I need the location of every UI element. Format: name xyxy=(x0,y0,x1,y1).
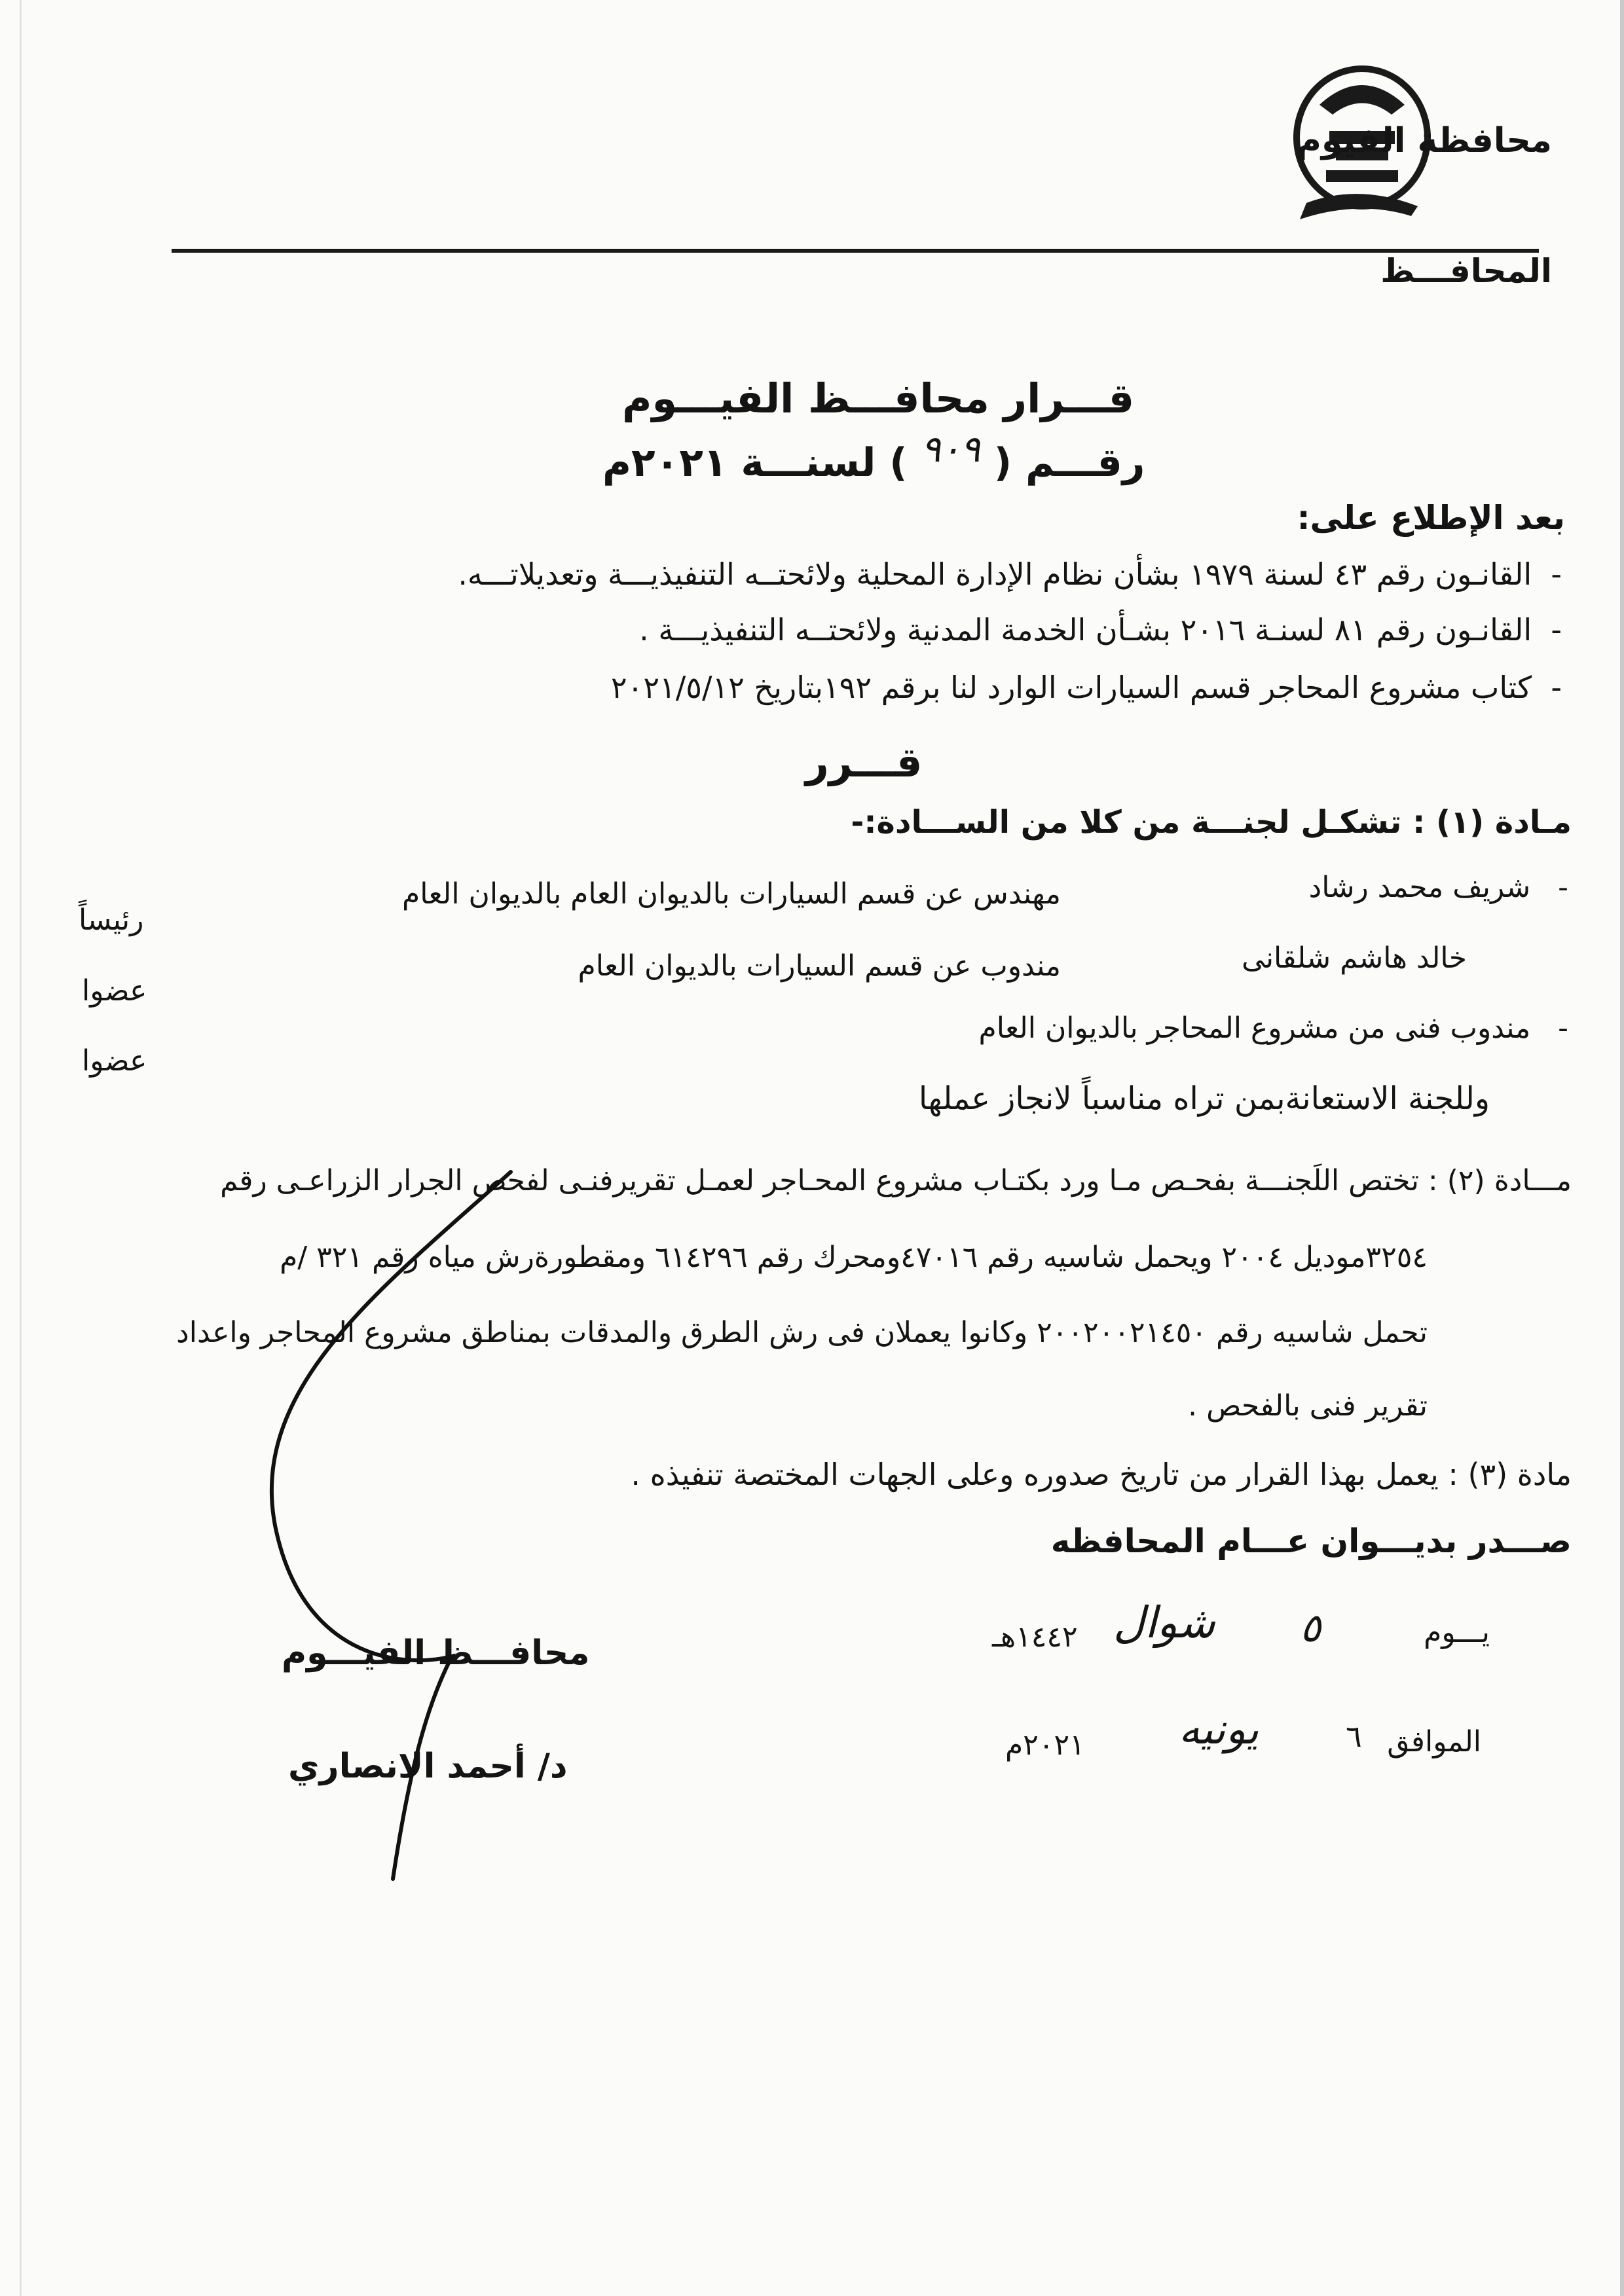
signatory-name: د/ أحمد الانصاري xyxy=(288,1747,568,1786)
greg-month-handwritten: يونيه xyxy=(1179,1705,1259,1754)
month-handwritten: شوال xyxy=(1113,1597,1215,1648)
scan-edge-right xyxy=(1620,0,1624,2296)
committee-closing: وللجنة الاستعانةبمن تراه مناسباً لانجاز عملها xyxy=(918,1080,1490,1117)
article-2-line-1: مـــادة (٢) : تختص اللَجنـــة بفحـص مـا ورد بكتـاب مشروع المحـاجر لعمـل تقريرفنـى لفحص الجرار الزراعـى رقم xyxy=(220,1164,1572,1197)
article-2-line-3: تحمل شاسيه رقم ٢٠٠٢٠٠٢١٤٥٠ وكانوا يعملان فى رش الطرق والمدقات بمناطق مشروع المحاجر واعداد xyxy=(176,1316,1428,1349)
decision-number-line xyxy=(602,428,1145,486)
decision-number-suffix: ) لسنـــة ٢٠٢١م xyxy=(602,440,908,486)
greg-year: ٢٠٢١م xyxy=(1005,1728,1085,1762)
handwritten-signature-icon xyxy=(249,1159,524,1892)
corresponding-label: الموافق xyxy=(1387,1725,1481,1758)
member-3-name: - مندوب فنى من مشروع المحاجر بالديوان العام xyxy=(978,1011,1568,1045)
issued-line: صـــدر بديـــوان عـــام المحافظه xyxy=(1050,1522,1572,1560)
member-3-role: عضوا xyxy=(82,1044,147,1078)
preamble-item-3: - كتاب مشروع المحاجر قسم السيارات الوارد لنا برقم ١٩٢بتاريخ ٢٠٢١/٥/١٢ xyxy=(610,670,1562,705)
governorate-label: محافظة الفيوم xyxy=(1296,121,1552,160)
day-label: يـــوم xyxy=(1424,1616,1490,1649)
decision-number-prefix: رقـــم ( xyxy=(993,440,1145,486)
greg-day: ٦ xyxy=(1346,1719,1362,1754)
member-2-role: عضوا xyxy=(82,974,147,1008)
decision-word: قـــرر xyxy=(805,738,923,786)
member-2-name: خالد هاشم شلقانى xyxy=(1242,941,1467,975)
office-label: المحافـــظ xyxy=(1380,252,1552,290)
header-divider xyxy=(172,249,1539,253)
day-handwritten: ٥ xyxy=(1300,1605,1321,1651)
article-1-heading: مـادة (١) : تشكـل لجنـــة من كلا من الســـادة:- xyxy=(851,804,1572,841)
member-1-name: - شريف محمد رشاد xyxy=(1308,871,1568,904)
preamble-item-1: - القانـون رقم ٤٣ لسنة ١٩٧٩ بشأن نظام الإدارة المحلية ولائحتــه التنفيذيـــة وتعديلاتـــه. xyxy=(458,556,1562,592)
member-1-desc: مهندس عن قسم السيارات بالديوان العام بالديوان العام xyxy=(402,877,1061,911)
article-3: مادة (٣) : يعمل بهذا القرار من تاريخ صدوره وعلى الجهات المختصة تنفيذه . xyxy=(631,1457,1572,1492)
decision-number-handwritten: ٩٠٩ xyxy=(921,428,980,471)
member-2-desc: مندوب عن قسم السيارات بالديوان العام xyxy=(578,949,1061,983)
article-2-line-2: ٣٢٥٤موديل ٢٠٠٤ ويحمل شاسيه رقم ٤٧٠١٦ومحرك رقم ٦١٤٢٩٦ ومقطورةرش مياه رقم ٣٢١ /م xyxy=(280,1241,1428,1274)
preamble-item-2: - القانـون رقم ٨١ لسنـة ٢٠١٦ بشـأن الخدمة المدنية ولائحتــه التنفيذيـــة . xyxy=(639,612,1562,647)
preamble-heading: بعد الإطلاع على: xyxy=(1297,499,1565,537)
member-1-role: رئيساً xyxy=(79,903,144,937)
scan-edge-left xyxy=(20,0,22,2296)
article-2-line-4: تقرير فنى بالفحص . xyxy=(1188,1389,1428,1423)
hijri-year: ١٤٤٢هـ xyxy=(992,1620,1078,1654)
signatory-title: محافـــظ الفيـــوم xyxy=(282,1633,590,1673)
decision-title: قـــرار محافـــظ الفيـــوم xyxy=(622,374,1135,422)
